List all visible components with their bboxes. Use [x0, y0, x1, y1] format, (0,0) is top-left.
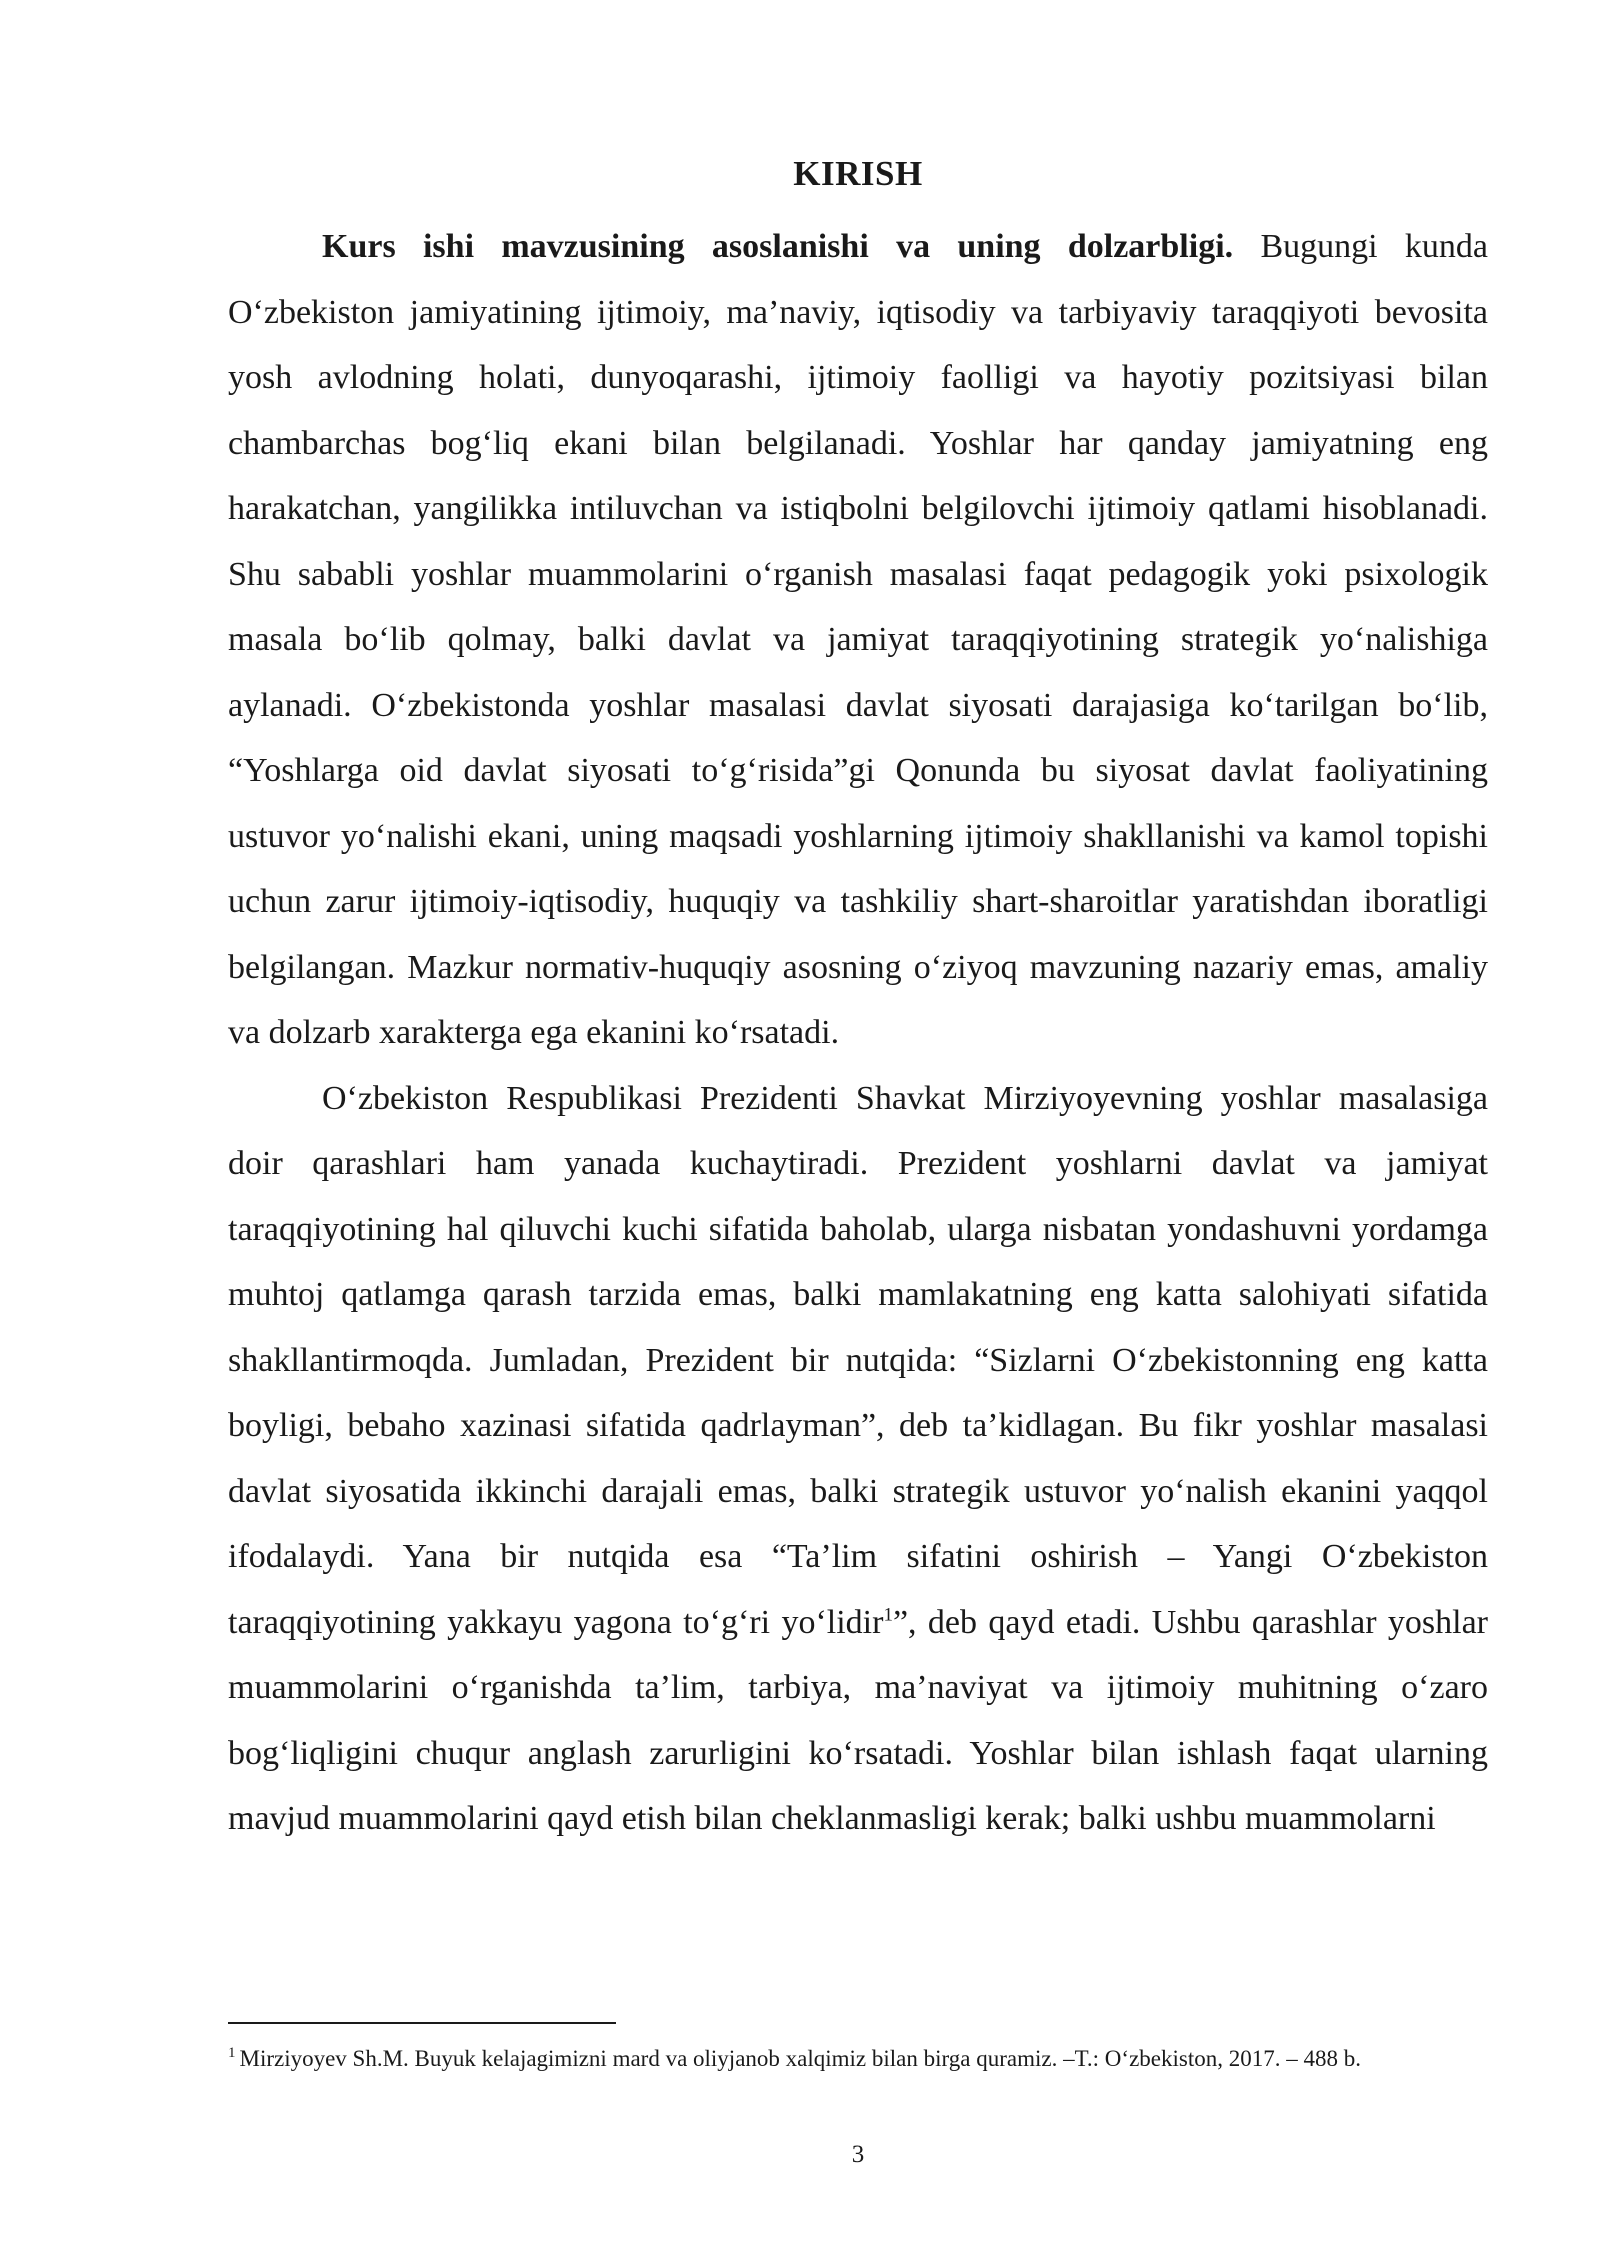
footnote [228, 2044, 1488, 2074]
paragraph-2-text-a: O‘zbekiston Respublikasi Prezidenti Shavkat Mirziyoyevning yoshlar masalasiga doir qarashlari ham yanada kuchaytiradi. Prezident yoshlarni davlat va jamiyat taraqqiyotining hal qiluvchi kuchi sifatida baholab, ularga nisbatan yondashuvni yordamga muhtoj qatlamga qarash tarzida emas, balki mamlakatning eng katta salohiyati sifatida shakllantirmoqda. Jumladan, Prezident bir nutqida: “Sizlarni O‘zbekistonning eng katta boyligi, bebaho xazinasi sifatida qadrlayman”, deb ta’kidlagan. Bu fikr yoshlar masalasi davlat siyosatida ikkinchi darajali emas, balki strategik ustuvor yo‘nalish ekanini yaqqol ifodalaydi. Yana bir nutqida esa “Ta’lim sifatini oshirish – Yangi O‘zbekiston taraqqiyotining yakkayu yagona to‘g‘ri yo‘lidir [228, 1079, 1488, 1641]
paragraph-1 [228, 214, 1488, 1066]
paragraph-2-text-b: ”, deb qayd etadi. Ushbu qarashlar yoshlar muammolarini o‘rganishda ta’lim, tarbiya, ma’naviyat va ijtimoiy muhitning o‘zaro bog‘liqligini chuqur anglash zarurligini ko‘rsatadi. Yoshlar bilan ishlash faqat ularning mavjud muammolarini qayd etish bilan cheklanmasligi kerak; balki ushbu muammolarni [228, 1603, 1488, 1837]
section-heading: KIRISH [793, 154, 923, 193]
page-number: 3 [851, 2141, 865, 2168]
body-text [228, 214, 1488, 1852]
paragraph-lead-in: Kurs ishi mavzusining asoslanishi va uning dolzarbligi. [322, 228, 1234, 265]
paragraph-2 [228, 1066, 1488, 1852]
document-page [228, 0, 1488, 2262]
footnote-number: 1 [228, 2045, 236, 2062]
paragraph-1-text: Bugungi kunda O‘zbekiston jamiyatining ijtimoiy, ma’naviy, iqtisodiy va tarbiyaviy taraqqiyoti bevosita yosh avlodning holati, dunyoqarashi, ijtimoiy faolligi va hayotiy pozitsiyasi bilan chambarchas bog‘liq ekani bilan belgilanadi. Yoshlar har qanday jamiyatning eng harakatchan, yangilikka intiluvchan va istiqbolni belgilovchi ijtimoiy qatlami hisoblanadi. Shu sababli yoshlar muammolarini o‘rganish masalasi faqat pedagogik yoki psixologik masala bo‘lib qolmay, balki davlat va jamiyat taraqqiyotining strategik yo‘nalishiga aylanadi. O‘zbekistonda yoshlar masalasi davlat siyosati darajasiga ko‘tarilgan bo‘lib, “Yoshlarga oid davlat siyosati to‘g‘risida”gi Qonunda bu siyosat davlat faoliyatining ustuvor yo‘nalishi ekani, uning maqsadi yoshlarning ijtimoiy shakllanishi va kamol topishi uchun zarur ijtimoiy-iqtisodiy, huquqiy va tashkiliy shart-sharoitlar yaratishdan iboratligi belgilangan. Mazkur normativ-huquqiy asosning o‘ziyoq mavzuning nazariy emas, amaliy va dolzarb xarakterga ega ekanini ko‘rsatadi. [228, 228, 1488, 1051]
footnote-text: Mirziyoyev Sh.M. Buyuk kelajagimizni mard va oliyjanob xalqimiz bilan birga quramiz. –T.: O‘zbekiston, 2017. – 488 b. [239, 2046, 1361, 2071]
footnote-separator [228, 2022, 616, 2024]
footnote-reference[interactable]: 1 [883, 1604, 893, 1626]
